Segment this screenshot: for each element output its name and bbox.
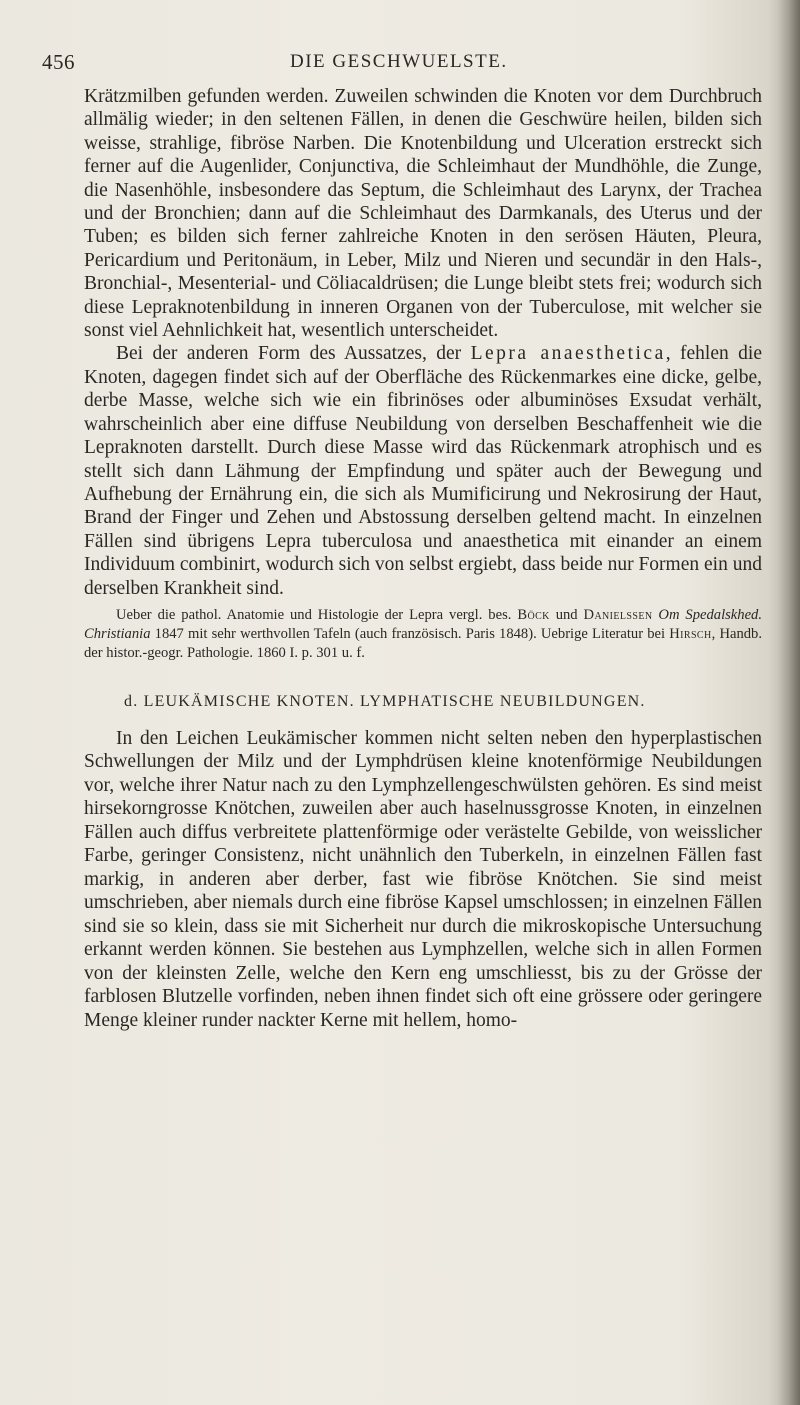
body-paragraph-1: Krätzmilben gefunden werden. Zuweilen schwinden die Knoten vor dem Durchbruch allmälig wieder; in den seltenen Fällen, in denen die Geschwüre heilen, bilden sich weisse, strahlige, fibröse Narben. Die Knotenbildung und Ulceration erstreckt sich ferner auf die Augenlider, Conjunctiva, die Schleimhaut der Mundhöhle, die Zunge, die Nasenhöhle, insbesondere das Septum, die Schleimhaut des Larynx, der Trachea und der Bronchien; dann auf die Schleimhaut des Darmkanals, des Uterus und der Tuben; es bilden sich ferner zahlreiche Knoten in den serösen Häuten, Pleura, Pericardium und Peritonäum, in Leber, Milz und Nieren und secundär in den Hals-, Bronchial-, Mesenterial- und Cöliacaldrüsen; die Lunge bleibt stets frei; wodurch sich diese Lepraknotenbildung in inneren Organen von der Tuberculose, mit welcher sie sonst viel Aehnlichkeit hat, wesentlich unterscheidet. [84, 86, 762, 342]
literature-note: Ueber die pathol. Anatomie und Histologie der Lepra vergl. bes. Böck und Danielssen Om Spedalskhed. Christiania 1847 mit sehr werthvollen Tafeln (auch französisch. Paris 1848). Uebrige Literatur bei Hirsch, Handb. der histor.-geogr. Pathologie. 1860 I. p. 301 u. f. [84, 606, 762, 661]
lepra-anaesthetica-term: Lepra anaesthetica [470, 343, 666, 365]
running-title: DIE GESCHWUELSTE. [290, 51, 508, 72]
section-heading: d. LEUKÄMISCHE KNOTEN. LYMPHATISCHE NEUBILDUNGEN. [124, 692, 646, 710]
paragraph-2-rest: , fehlen die Knoten, dagegen findet sich auf der Oberfläche des Rückenmarkes eine dicke, gelbe, derbe Masse, welche sich wie ein fibrinöses oder albuminöses Exsudat verhält, wahrscheinlich aber eine diffuse Neubildung von derselben Beschaffenheit wie die Lepraknoten darstellt. Durch diese Masse wird das Rückenmark atrophisch und es stellt sich dann Lähmung der Empfindung und später auch der Bewegung und Aufhebung der Ernährung ein, die sich als Mumificirung und Nekrosirung der Haut, Brand der Finger und Zehen und Abstossung derselben geltend macht. In einzelnen Fällen sind übrigens Lepra tuberculosa und anaesthetica mit einander an einem Individuum combinirt, wodurch sich von selbst ergiebt, dass beide nur Formen ein und derselben Krankheit sind. [84, 343, 762, 599]
body-paragraph-2 [84, 342, 762, 599]
page-header [42, 50, 757, 80]
author-boeck: Böck [517, 606, 550, 623]
author-hirsch: Hirsch [669, 625, 712, 642]
paragraph-2-intro: Bei der anderen Form des Aussatzes, der [116, 343, 471, 365]
page-edge-shadow [778, 0, 800, 1405]
work-title: Om Spedalskhed. Christiania [84, 606, 762, 642]
author-danielssen: Danielssen [583, 606, 653, 623]
page-number: 456 [42, 50, 75, 74]
section-paragraph: In den Leichen Leukämischer kommen nicht selten neben den hyperplastischen Schwellungen der Milz und der Lymphdrüsen kleine knotenförmige Neubildungen vor, welche ihrer Natur nach zu den Lymphzellengeschwülsten gehören. Es sind meist hirsekorngrosse Knötchen, zuweilen aber auch haselnussgrosse Knoten, in einzelnen Fällen auch diffus verbreitete plattenförmige oder verästelte Gebilde, von weisslicher Farbe, geringer Consistenz, nicht unähnlich den Tuberkeln, in einzelnen Fällen fast markig, in anderen aber derber, fast wie fibröse Knötchen. Sie sind meist umschrieben, aber niemals durch eine fibröse Kapsel umschlossen; in einzelnen Fällen sind sie so klein, dass sie mit Sicherheit nur durch die mikroskopische Untersuchung erkannt werden können. Sie bestehen aus Lymphzellen, welche sich in allen Formen von der kleinsten Zelle, welche den Kern eng umschliesst, bis zu der Grösse der farblosen Blutzelle vorfinden, neben ihnen findet sich oft eine grössere oder geringere Menge kleiner runder nackter Kerne mit hellem, homo- [84, 727, 762, 1031]
page-content [84, 85, 762, 1032]
